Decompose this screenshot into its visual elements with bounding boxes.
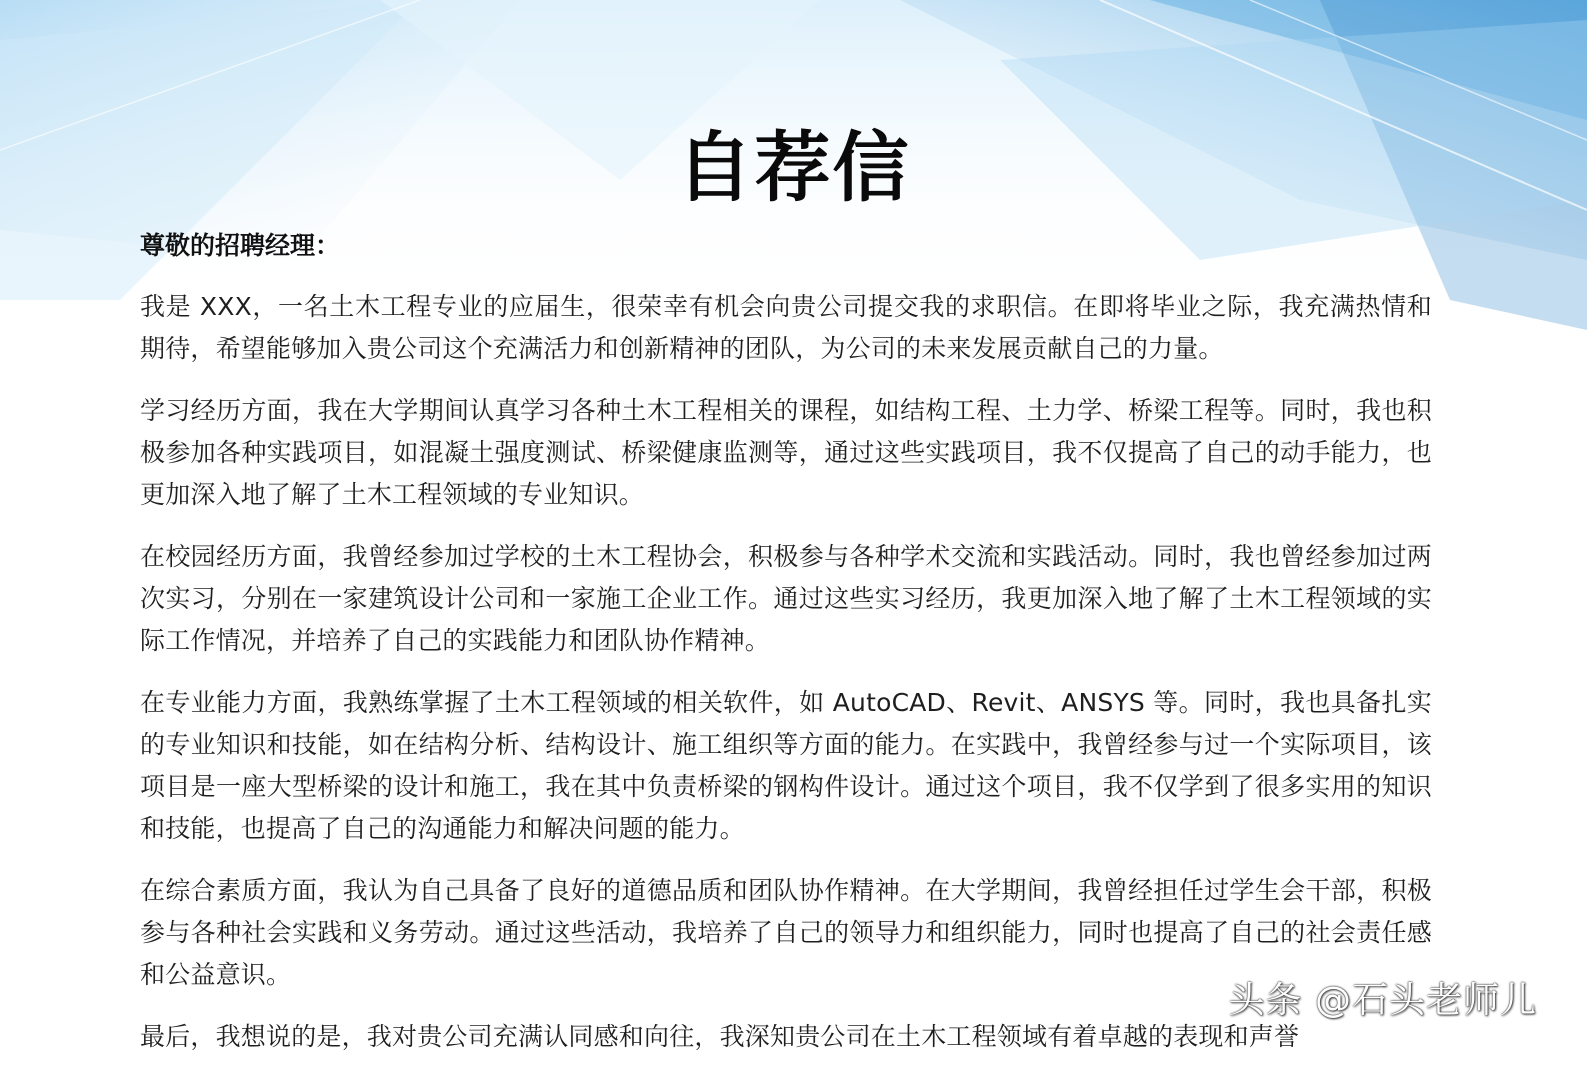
letter-title: 自荐信 <box>676 123 911 212</box>
letter-salutation: 尊敬的招聘经理： <box>140 231 341 260</box>
paragraph-campus: 在校园经历方面，我曾经参加过学校的土木工程协会，积极参与各种学术交流和实践活动。同时，我也曾经参加过两次实习，分别在一家建筑设计公司和一家施工企业工作。通过这些实习经历，我更加深入地了解了土木工程领域的实际工作情况，并培养了自己的实践能力和团队协作精神。 <box>140 542 1432 655</box>
paragraph-intro: 我是 XXX，一名土木工程专业的应届生，很荣幸有机会向贵公司提交我的求职信。在即将毕业之际，我充满热情和期待，希望能够加入贵公司这个充满活力和创新精神的团队，为公司的未来发展贡献自己的力量。 <box>140 292 1432 363</box>
paragraph-quality: 在综合素质方面，我认为自己具备了良好的道德品质和团队协作精神。在大学期间，我曾经担任过学生会干部，积极参与各种社会实践和义务劳动。通过这些活动，我培养了自己的领导力和组织能力，同时也提高了自己的社会责任感和公益意识。 <box>140 876 1432 989</box>
paragraph-closing: 最后，我想说的是，我对贵公司充满认同感和向往，我深知贵公司在土木工程领域有着卓越的表现和声誉 <box>140 1022 1300 1051</box>
paragraph-skills: 在专业能力方面，我熟练掌握了土木工程领域的相关软件，如 AutoCAD、Revit、ANSYS 等。同时，我也具备扎实的专业知识和技能，如在结构分析、结构设计、施工组织等方面的能力。在实践中，我曾经参与过一个实际项目，该项目是一座大型桥梁的设计和施工，我在其中负责桥梁的钢构件设计。通过这个项目，我不仅学到了很多实用的知识和技能，也提高了自己的沟通能力和解决问题的能力。 <box>140 688 1432 843</box>
paragraph-study: 学习经历方面，我在大学期间认真学习各种土木工程相关的课程，如结构工程、土力学、桥梁工程等。同时，我也积极参加各种实践项目，如混凝土强度测试、桥梁健康监测等，通过这些实践项目，我不仅提高了自己的动手能力，也更加深入地了解了土木工程领域的专业知识。 <box>140 396 1432 509</box>
watermark-text: 头条 @石头老师儿 <box>1228 980 1537 1021</box>
letter-body <box>140 286 1432 1078</box>
